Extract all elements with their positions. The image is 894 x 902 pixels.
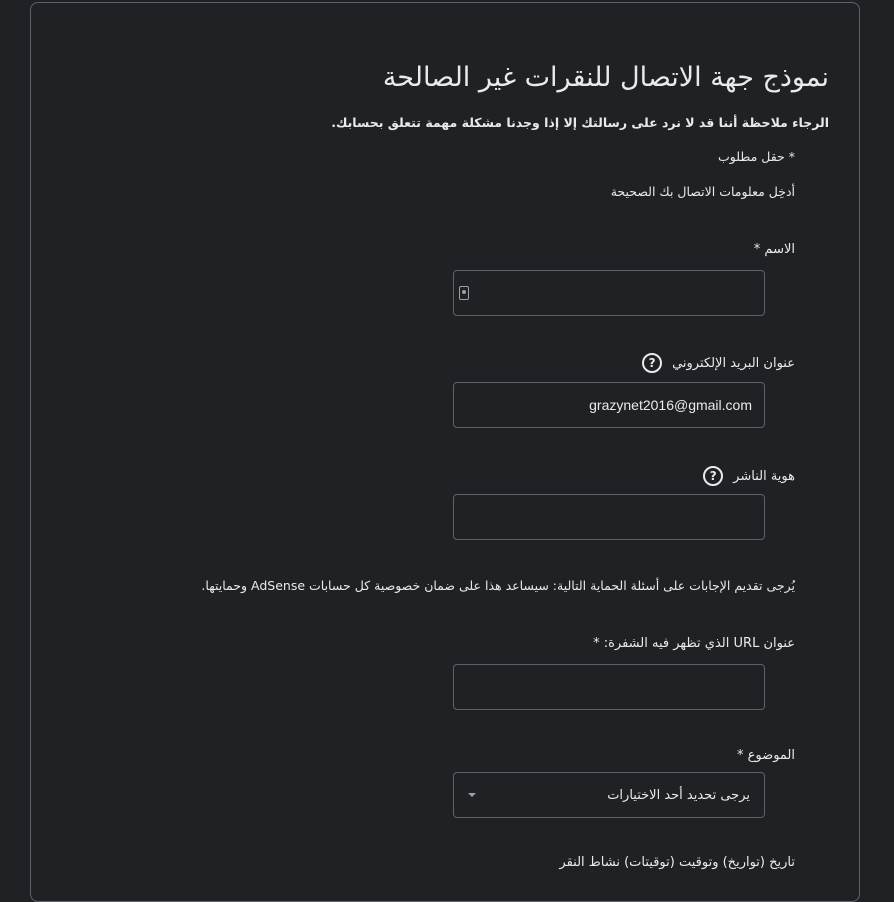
- email-label-text: عنوان البريد الإلكتروني: [672, 355, 795, 371]
- form-card: [30, 2, 860, 902]
- code-url-field[interactable]: [453, 664, 765, 710]
- required-field-note: * حقل مطلوب: [717, 149, 795, 164]
- code-url-label-text: عنوان URL الذي تظهر فيه الشفرة: *: [593, 636, 795, 651]
- name-label-text: الاسم *: [753, 242, 795, 257]
- click-date-label: [559, 855, 795, 870]
- chevron-down-icon: [468, 793, 476, 797]
- protection-note: يُرجى تقديم الإجابات على أسئلة الحماية التالية: سيساعد هذا على ضمان خصوصية كل حسابات AdSense وحمايتها.: [201, 578, 795, 593]
- publisher-id-label-text: هوية الناشر: [733, 468, 795, 484]
- help-circle-icon[interactable]: ?: [703, 466, 723, 486]
- publisher-id-label: [703, 466, 795, 486]
- email-input[interactable]: [454, 383, 764, 427]
- subject-select[interactable]: [453, 772, 765, 818]
- name-field[interactable]: [453, 270, 765, 316]
- subject-label-text: الموضوع *: [737, 748, 795, 763]
- publisher-id-input[interactable]: [454, 495, 764, 539]
- contact-card-icon[interactable]: [459, 286, 469, 300]
- email-label: [642, 353, 795, 373]
- name-label: [754, 242, 795, 257]
- help-circle-icon[interactable]: ?: [642, 353, 662, 373]
- code-url-input[interactable]: [454, 665, 764, 709]
- contact-info-note: أدخِل معلومات الاتصال بك الصحيحة: [610, 184, 795, 199]
- page-title: نموذج جهة الاتصال للنقرات غير الصالحة: [382, 62, 829, 93]
- click-date-label-text: تاريخ (تواريخ) وتوقيت (توقيتات) نشاط النقر: [559, 855, 795, 870]
- subject-selected-value: يرجى تحديد أحد الاختيارات: [607, 787, 750, 803]
- email-field[interactable]: [453, 382, 765, 428]
- subject-label: [737, 748, 795, 763]
- publisher-id-field[interactable]: [453, 494, 765, 540]
- name-input[interactable]: [454, 271, 764, 315]
- code-url-label: [593, 636, 795, 651]
- response-notice: الرجاء ملاحظة أننا قد لا نرد على رسالتك إلا إذا وجدنا مشكلة مهمة تتعلق بحسابك.: [331, 115, 829, 130]
